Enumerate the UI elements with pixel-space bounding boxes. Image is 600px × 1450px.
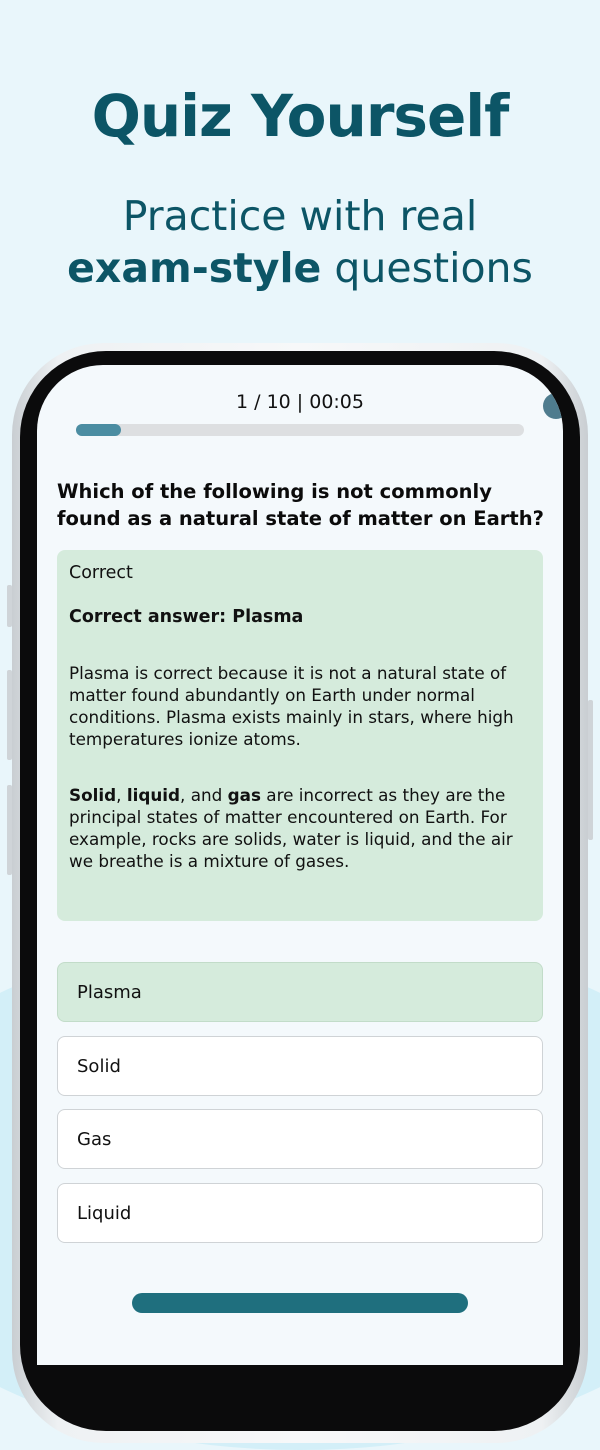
subheadline-line-1: Practice with real [122, 192, 478, 240]
next-button[interactable] [132, 1293, 468, 1313]
answer-option-gas[interactable] [57, 1109, 543, 1169]
feedback-incorrect-explanation [69, 784, 531, 872]
answer-option-liquid[interactable] [57, 1183, 543, 1243]
subheadline-rest: questions [334, 244, 533, 292]
feedback-status: Correct [69, 563, 133, 583]
phone-power-button [588, 700, 593, 840]
option-label: Plasma [77, 981, 142, 1003]
term-separator: , and [180, 785, 228, 805]
answer-option-solid[interactable] [57, 1036, 543, 1096]
page-subheadline [0, 190, 600, 294]
phone-screen [37, 365, 563, 1365]
question-text: Which of the following is not commonly found as a natural state of matter on Earth? [57, 480, 544, 530]
quiz-progress-fill [76, 424, 121, 436]
term-gas: gas [227, 785, 261, 805]
subheadline-line-2 [0, 242, 600, 294]
term-liquid: liquid [126, 785, 181, 805]
feedback-incorrect-rest: are incorrect as they are the principal states of matter encountered on Earth. For example, rocks are solids, water is liquid, and the air we breathe is a mixture of gases. [69, 785, 513, 871]
info-button[interactable] [543, 393, 563, 419]
subheadline-emphasis: exam-style [67, 244, 322, 292]
feedback-explanation: Plasma is correct because it is not a natural state of matter found abundantly on Earth under normal conditions. Plasma exists mainly in stars, where high temperatures ionize atoms. [69, 663, 514, 749]
feedback-correct-answer: Correct answer: Plasma [69, 607, 304, 627]
answer-feedback-panel [57, 550, 543, 921]
term-solid: Solid [69, 785, 117, 805]
option-label: Solid [77, 1055, 121, 1077]
answer-option-plasma[interactable] [57, 962, 543, 1022]
term-separator: , [116, 785, 127, 805]
option-label: Gas [77, 1128, 112, 1150]
page-headline: Quiz Yourself [91, 82, 509, 150]
question-counter-timer: 1 / 10 | 00:05 [236, 391, 364, 413]
quiz-progress-bar [76, 424, 524, 436]
option-label: Liquid [77, 1202, 132, 1224]
